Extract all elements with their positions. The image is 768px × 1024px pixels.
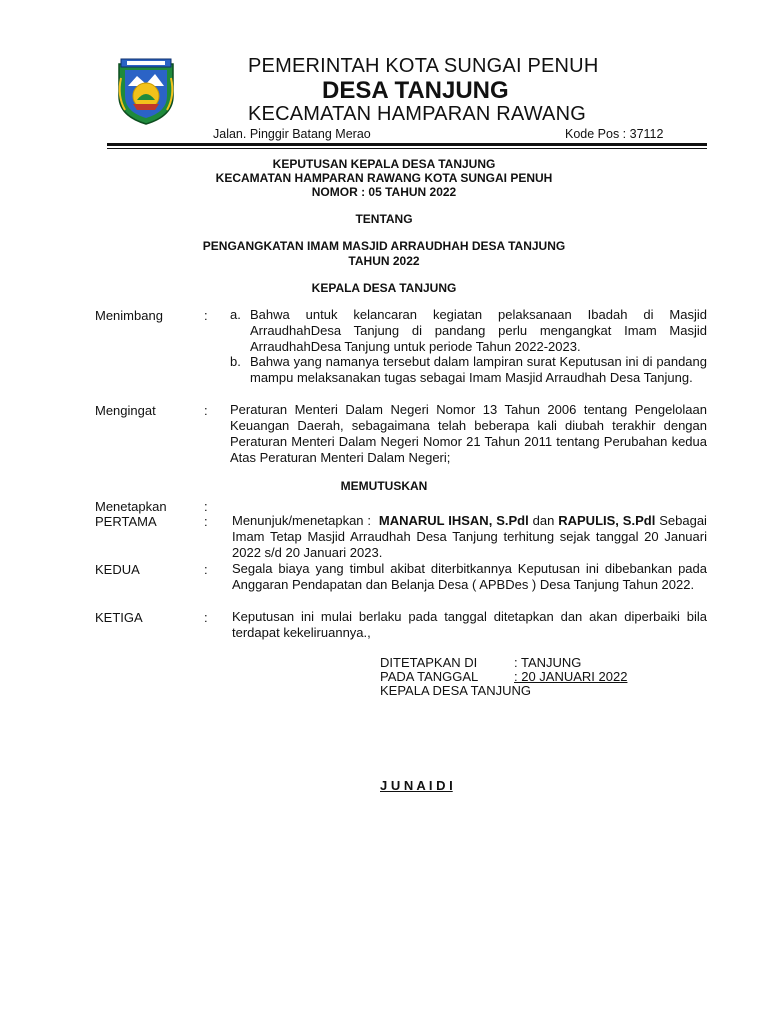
establish-label: Menetapkan (95, 499, 167, 514)
letterhead-address: Jalan. Pinggir Batang Merao (213, 127, 371, 141)
signature-date-label-text: PADA TANGGAL (380, 669, 479, 684)
decree-title-district: KECAMATAN HAMPARAN RAWANG KOTA SUNGAI PENUH (215, 171, 553, 185)
decide-heading: MEMUTUSKAN (340, 479, 428, 493)
signature-name: J U N A I D I (380, 778, 453, 793)
signature-place-label: DITETAPKAN DI (380, 655, 478, 670)
third-label: KETIGA (95, 610, 143, 625)
considering-item-b-marker: b. (230, 354, 241, 369)
considering-item-a: Bahwa untuk kelancaran kegiatan pelaksanaan Ibadah di Masjid ArraudhahDesa Tanjung di pandang perlu mengangkat Imam Masjid ArraudhahDesa Tanjung untuk periode Tahun 2022-2023. (250, 307, 707, 354)
kota-sungai-penuh-emblem-icon (115, 56, 177, 126)
second-label: KEDUA (95, 562, 140, 577)
first-rest: Sebagai Imam Tetap Masjid Arraudhah Desa Tanjung terhitung sejak tanggal 20 Januari 2022 s/d 20 Januari 2023. (232, 513, 707, 560)
decree-subject-year: TAHUN 2022 (348, 254, 420, 268)
decree-number: NOMOR : 05 TAHUN 2022 (311, 185, 457, 199)
considering-item-b: Bahwa yang namanya tersebut dalam lampiran surat Keputusan ini di pandang mampu melaksanakan tugas sebagai Imam Masjid Arraudhah Desa Tanjung. (250, 354, 707, 385)
second-colon: : (204, 562, 208, 577)
signature-position: KEPALA DESA TANJUNG (380, 683, 531, 698)
letterhead-postal-code: Kode Pos : 37112 (565, 127, 664, 141)
third-colon: : (204, 610, 208, 625)
signature-date-value: : 20 JANUARI 2022 (514, 669, 628, 684)
recalling-colon: : (204, 403, 208, 418)
decree-subject: PENGANGKATAN IMAM MASJID ARRAUDHAH DESA TANJUNG (202, 239, 566, 253)
establish-colon: : (204, 499, 208, 514)
second-text: Segala biaya yang timbul akibat diterbitkannya Keputusan ini dibebankan pada Anggaran Pendapatan dan Belanja Desa ( APBDes ) Desa Tanjung Tahun 2022. (232, 561, 707, 592)
recalling-label: Mengingat (95, 403, 156, 418)
letterhead-village: DESA TANJUNG (322, 77, 509, 104)
first-conjunction: dan (532, 513, 555, 528)
letterhead-rule-thin (107, 148, 707, 149)
first-colon: : (204, 514, 208, 529)
signature-place-value: : TANJUNG (514, 655, 582, 670)
considering-colon: : (204, 308, 208, 323)
first-appointee-1: MANARUL IHSAN, S.Pdl (378, 513, 529, 528)
decree-title: KEPUTUSAN KEPALA DESA TANJUNG (272, 157, 496, 171)
first-appointee-2: RAPULIS, S.Pdl (558, 513, 656, 528)
first-label: PERTAMA (95, 514, 157, 529)
recalling-text: Peraturan Menteri Dalam Negeri Nomor 13 Tahun 2006 tentang Pengelolaan Keuangan Daerah, sebagaimana telah beberapa kali diubah terakhir dengan Peraturan Menteri Dalam Negeri Nomor 21 Tahun 2011 tentang Perubahan kedua Atas Peraturan Menteri Dalam Negeri; (230, 402, 707, 465)
letterhead-government: PEMERINTAH KOTA SUNGAI PENUH (248, 55, 599, 77)
decree-about: TENTANG (355, 212, 413, 226)
considering-label: Menimbang (95, 308, 163, 323)
first-text (232, 513, 707, 561)
decree-authority: KEPALA DESA TANJUNG (311, 281, 457, 295)
first-pre: Menunjuk/menetapkan : (232, 513, 372, 528)
letterhead-district: KECAMATAN HAMPARAN RAWANG (248, 103, 586, 125)
letterhead-rule-thick (107, 143, 707, 146)
third-text: Keputusan ini mulai berlaku pada tanggal ditetapkan dan akan diperbaiki bila terdapat kekeliruannya., (232, 609, 707, 640)
considering-item-a-marker: a. (230, 307, 241, 322)
